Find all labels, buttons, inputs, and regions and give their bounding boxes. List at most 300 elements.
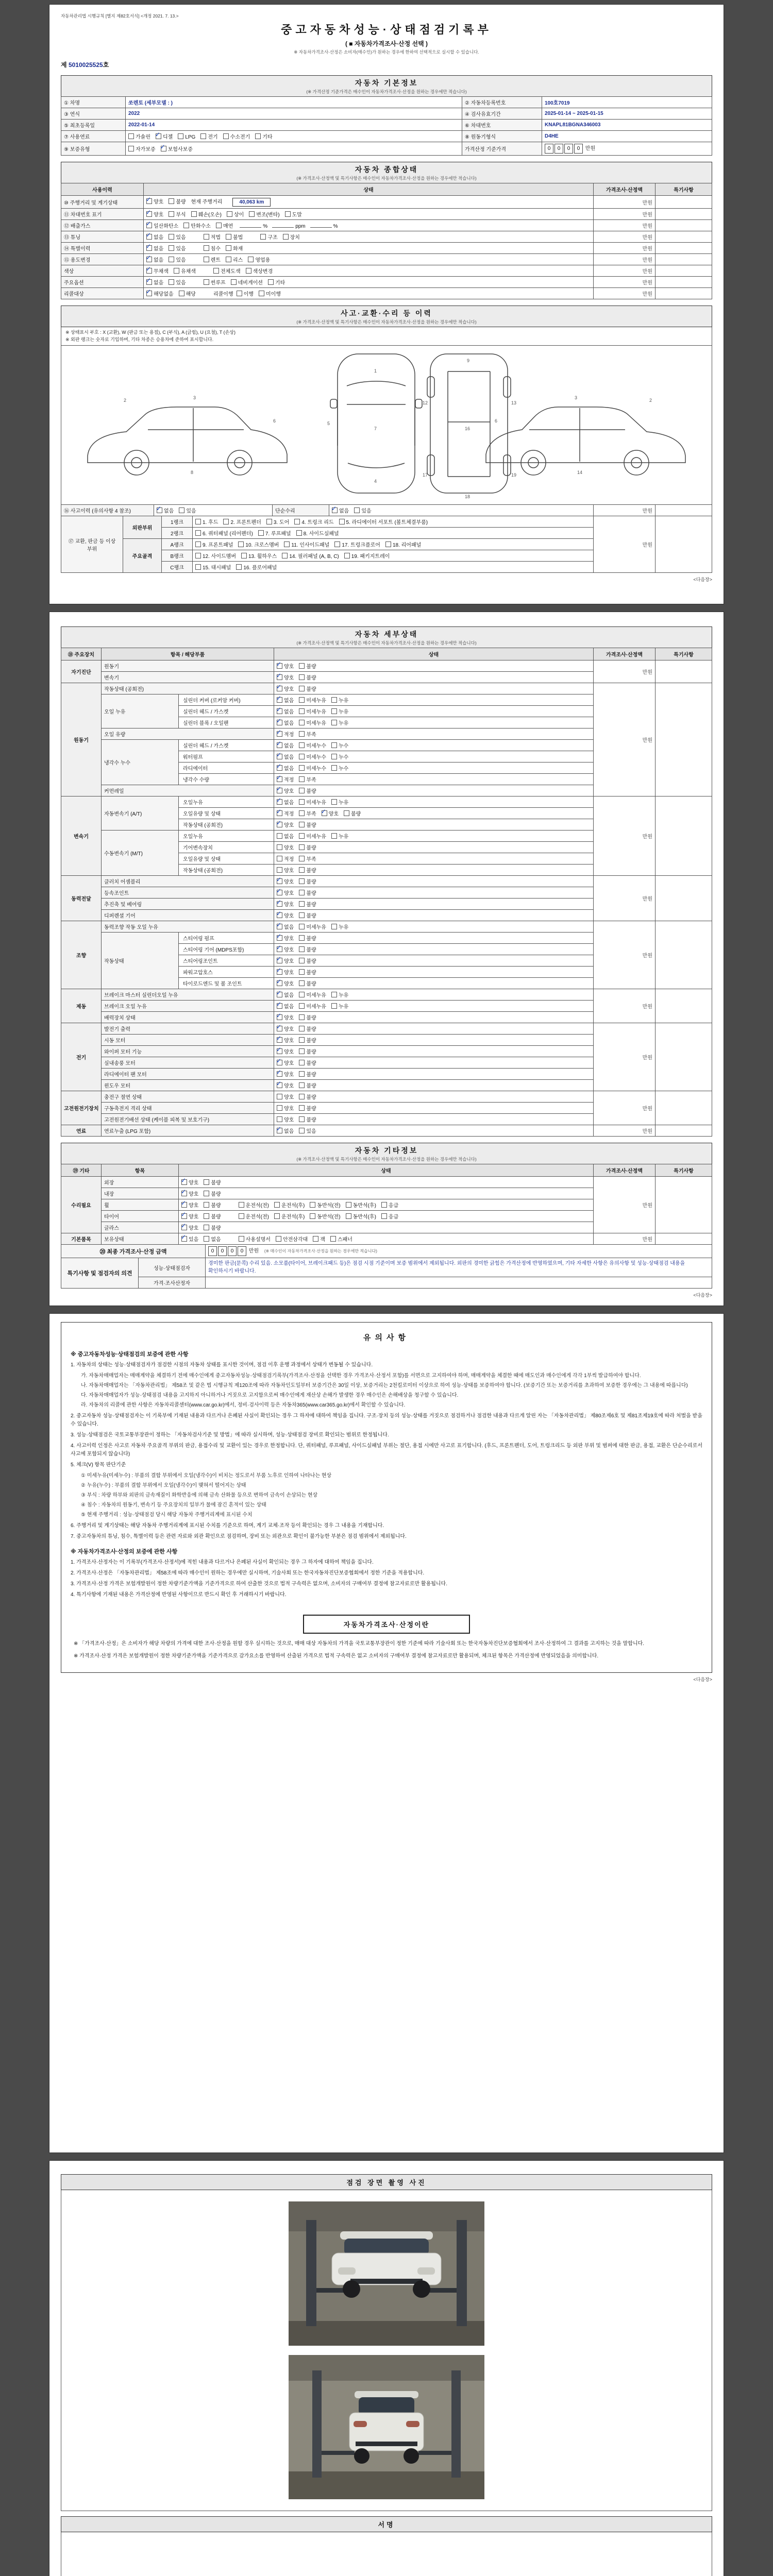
checkbox[interactable] — [179, 291, 184, 296]
checkbox[interactable] — [277, 1105, 282, 1111]
checkbox[interactable] — [299, 901, 305, 907]
subitem-label: 실린더 블록 / 오일팬 — [179, 717, 274, 728]
checkbox[interactable] — [381, 1202, 387, 1208]
photos-section-title: 점검 장면 촬영 사진 — [61, 2174, 712, 2190]
option — [299, 1059, 316, 1066]
svg-text:18: 18 — [465, 494, 470, 499]
checkbox[interactable] — [381, 1213, 387, 1219]
option — [204, 1235, 221, 1243]
checkbox[interactable] — [299, 663, 305, 669]
item-status — [274, 694, 594, 706]
checkbox[interactable] — [181, 1179, 187, 1185]
checkbox[interactable] — [146, 257, 152, 262]
option-label: 누유 — [338, 834, 349, 840]
checkbox[interactable] — [223, 133, 229, 139]
checkbox[interactable] — [346, 1202, 351, 1208]
option — [277, 843, 294, 851]
checkbox[interactable] — [331, 697, 337, 703]
option — [299, 934, 316, 942]
checkbox[interactable] — [330, 1236, 336, 1242]
checkbox[interactable] — [195, 564, 201, 570]
checkbox[interactable] — [277, 1116, 282, 1122]
checkbox[interactable] — [277, 1094, 282, 1099]
checkbox[interactable] — [299, 674, 305, 680]
checkbox[interactable] — [146, 211, 152, 217]
exchange-table — [61, 516, 712, 573]
checkbox[interactable] — [161, 146, 166, 151]
checkbox[interactable] — [299, 720, 305, 725]
checkbox[interactable] — [146, 268, 152, 274]
checkbox[interactable] — [181, 1213, 187, 1219]
checkbox[interactable] — [277, 992, 282, 997]
checkbox[interactable] — [299, 1128, 305, 1133]
document-number — [61, 60, 712, 69]
next-page-marker: <다음장> — [693, 1677, 712, 1682]
checkbox[interactable] — [169, 198, 174, 204]
part-option — [223, 518, 261, 526]
column-header: 특기사항 — [656, 648, 712, 660]
checkbox[interactable] — [277, 788, 282, 793]
checkbox[interactable] — [284, 541, 290, 547]
checkbox[interactable] — [277, 844, 282, 850]
checkbox[interactable] — [299, 810, 305, 816]
checkbox[interactable] — [277, 958, 282, 963]
doc-no-suffix: 호 — [103, 61, 109, 69]
option-label: 양호 — [284, 891, 294, 896]
option — [299, 923, 326, 930]
checkbox[interactable] — [204, 1213, 209, 1219]
checkbox[interactable] — [181, 1202, 187, 1208]
checkbox[interactable] — [299, 946, 305, 952]
checkbox[interactable] — [204, 1236, 209, 1242]
checkbox[interactable] — [331, 799, 337, 805]
checkbox[interactable] — [277, 731, 282, 737]
checkbox[interactable] — [174, 268, 179, 274]
checkbox[interactable] — [237, 291, 242, 296]
checkbox[interactable] — [248, 257, 254, 262]
checkbox[interactable] — [223, 519, 229, 524]
checkbox[interactable] — [169, 234, 174, 240]
option — [299, 809, 316, 817]
checkbox[interactable] — [181, 1191, 187, 1196]
checkbox[interactable] — [128, 146, 134, 151]
checkbox[interactable] — [299, 1094, 305, 1099]
checkbox[interactable] — [259, 291, 264, 296]
group-label: 자기진단 — [61, 660, 102, 683]
checkbox[interactable] — [299, 788, 305, 793]
checkbox[interactable] — [268, 279, 274, 285]
option — [299, 719, 326, 726]
checkbox[interactable] — [146, 198, 152, 204]
checkbox[interactable] — [255, 133, 261, 139]
part-label: 4. 트렁크 리드 — [301, 520, 334, 526]
checkbox[interactable] — [299, 844, 305, 850]
checkbox[interactable] — [299, 1082, 305, 1088]
simple-repair-label: 단순수리 — [273, 505, 329, 516]
checkbox[interactable] — [258, 530, 264, 536]
checkbox[interactable] — [277, 686, 282, 691]
checkbox[interactable] — [277, 742, 282, 748]
checkbox[interactable] — [322, 810, 327, 816]
checkbox[interactable] — [299, 912, 305, 918]
item-status — [179, 1177, 594, 1188]
appraisal-definition-title: 자동차가격조사·산정이란 — [303, 1615, 470, 1634]
option-label: 불량 — [306, 675, 316, 681]
checkbox[interactable] — [331, 754, 337, 759]
checkbox[interactable] — [299, 1105, 305, 1111]
group-label: 전기 — [61, 1023, 102, 1091]
option — [310, 1201, 340, 1209]
item-status — [274, 921, 594, 933]
option — [146, 278, 163, 286]
checkbox[interactable] — [285, 211, 291, 217]
checkbox[interactable] — [354, 507, 360, 513]
checkbox[interactable] — [299, 833, 305, 839]
checkbox[interactable] — [299, 799, 305, 805]
warranty-type-options — [126, 142, 462, 156]
checkbox[interactable] — [313, 1236, 318, 1242]
checkbox[interactable] — [277, 1060, 282, 1065]
checkbox[interactable] — [299, 992, 305, 997]
option-label: 양호 — [328, 811, 339, 817]
subitem-label: 작동상태 (공회전) — [179, 819, 274, 831]
checkbox[interactable] — [277, 1071, 282, 1077]
option — [277, 1115, 294, 1123]
checkbox[interactable] — [169, 211, 174, 217]
checkbox[interactable] — [299, 686, 305, 691]
checkbox[interactable] — [277, 663, 282, 669]
checkbox[interactable] — [277, 912, 282, 918]
car-diagram — [61, 346, 712, 505]
price-cell: 만원 — [594, 921, 656, 989]
checkbox[interactable] — [277, 980, 282, 986]
checkbox[interactable] — [331, 708, 337, 714]
checkbox[interactable] — [226, 245, 231, 251]
table-row — [61, 220, 712, 231]
checkbox[interactable] — [299, 708, 305, 714]
checkbox[interactable] — [331, 924, 337, 929]
checkbox[interactable] — [204, 234, 209, 240]
price-cell: 만원 — [594, 209, 656, 220]
checkbox[interactable] — [299, 935, 305, 941]
checkbox[interactable] — [204, 1225, 209, 1230]
checkbox[interactable] — [277, 1026, 282, 1031]
checkbox[interactable] — [204, 1191, 209, 1196]
option — [299, 866, 316, 874]
part-label: 9. 프론트패널 — [203, 543, 233, 548]
checkbox[interactable] — [310, 1213, 315, 1219]
checkbox[interactable] — [128, 133, 134, 139]
checkbox[interactable] — [204, 257, 209, 262]
table-row — [61, 209, 712, 220]
checkbox[interactable] — [299, 1014, 305, 1020]
option-label: 적정 — [284, 811, 294, 817]
checkbox[interactable] — [216, 223, 222, 228]
checkbox[interactable] — [277, 1128, 282, 1133]
checkbox[interactable] — [204, 1202, 209, 1208]
checkbox[interactable] — [213, 268, 219, 274]
subitem-label: 스티어링조인트 — [179, 955, 274, 967]
table-row — [61, 1258, 712, 1277]
checkbox[interactable] — [277, 765, 282, 771]
option — [277, 696, 294, 704]
option-label: 없음 — [154, 280, 164, 286]
subitem-label: 기어변속장치 — [179, 842, 274, 853]
checkbox[interactable] — [146, 279, 152, 285]
checkbox[interactable] — [277, 878, 282, 884]
checkbox[interactable] — [299, 969, 305, 975]
checkbox[interactable] — [156, 133, 161, 139]
checkbox[interactable] — [277, 1014, 282, 1020]
option-label: 누유 — [338, 1004, 349, 1010]
note-cell — [656, 277, 712, 288]
checkbox[interactable] — [296, 530, 302, 536]
table-row — [61, 108, 712, 120]
checkbox[interactable] — [283, 234, 289, 240]
appraisal-definition-line: ※ 가격조사·산정 가격은 보험개발원이 정한 차량기준가액을 기준가격으로 감가요소를 반영하여 산출된 가격으로 법적 구속력은 없고 소비자의 구매여부 결정에 참고자료로만 활용되며, 체크된 항목은 가격산정에 반영되었음을 의미합니다. — [74, 1653, 599, 1659]
checkbox[interactable] — [331, 833, 337, 839]
blank-field[interactable] — [272, 222, 294, 228]
svg-text:3: 3 — [193, 395, 196, 400]
checkbox[interactable] — [204, 1179, 209, 1185]
checkbox[interactable] — [331, 765, 337, 771]
option — [299, 1081, 316, 1089]
checkbox[interactable] — [277, 946, 282, 952]
checkbox[interactable] — [277, 1048, 282, 1054]
checkbox[interactable] — [169, 257, 174, 262]
checkbox[interactable] — [332, 507, 338, 513]
option-label: 보험사보증 — [167, 147, 193, 152]
item-status — [274, 989, 594, 1001]
checkbox[interactable] — [277, 924, 282, 929]
item-label: 자동변속기 (A/T) — [102, 796, 179, 831]
option-label: 미세누수 — [306, 743, 326, 749]
checkbox[interactable] — [331, 992, 337, 997]
checkbox[interactable] — [331, 1003, 337, 1009]
checkbox[interactable] — [227, 211, 232, 217]
item-label: 커먼레일 — [102, 785, 274, 796]
checkbox[interactable] — [385, 541, 391, 547]
checkbox[interactable] — [274, 1213, 280, 1219]
checkbox[interactable] — [299, 980, 305, 986]
option-label: 미이행 — [265, 292, 281, 297]
checkbox[interactable] — [299, 765, 305, 771]
note-cell — [656, 231, 712, 243]
text-label: % — [333, 224, 338, 229]
checkbox[interactable] — [146, 245, 152, 251]
checkbox[interactable] — [226, 234, 231, 240]
column-header: 특기사항 — [656, 183, 712, 196]
checkbox[interactable] — [344, 810, 349, 816]
checkbox[interactable] — [310, 1202, 315, 1208]
checkbox[interactable] — [339, 519, 345, 524]
checkbox[interactable] — [277, 833, 282, 839]
checkbox[interactable] — [299, 742, 305, 748]
checkbox[interactable] — [226, 257, 231, 262]
item-label: 디퍼렌셜 기어 — [102, 910, 274, 921]
checkbox[interactable] — [277, 935, 282, 941]
checkbox[interactable] — [277, 1082, 282, 1088]
checkbox[interactable] — [239, 1236, 244, 1242]
checkbox[interactable] — [299, 890, 305, 895]
checkbox[interactable] — [299, 697, 305, 703]
checkbox[interactable] — [169, 279, 174, 285]
checkbox[interactable] — [294, 519, 300, 524]
checkbox[interactable] — [260, 234, 266, 240]
basic-info-table — [61, 96, 712, 156]
option — [277, 957, 294, 964]
checkbox[interactable] — [277, 1037, 282, 1043]
checkbox[interactable] — [277, 901, 282, 907]
item-status — [274, 672, 594, 683]
fuel-type-options — [126, 131, 462, 142]
checkbox[interactable] — [204, 279, 209, 285]
checkbox[interactable] — [277, 822, 282, 827]
checkbox[interactable] — [195, 541, 201, 547]
checkbox[interactable] — [277, 799, 282, 805]
checkbox[interactable] — [179, 507, 184, 513]
checkbox[interactable] — [200, 133, 206, 139]
checkbox[interactable] — [178, 133, 183, 139]
checkbox[interactable] — [331, 720, 337, 725]
option-label: 썬루프 — [210, 280, 226, 286]
item-label: 주요옵션 — [61, 277, 144, 288]
option — [277, 979, 294, 987]
value-box: 40,063 km — [232, 198, 271, 207]
option — [277, 1025, 294, 1032]
checkbox[interactable] — [299, 776, 305, 782]
column-header: 상태 — [274, 648, 594, 660]
checkbox[interactable] — [334, 541, 340, 547]
subitem-label: 스티어링 기어 (MDPS포함) — [179, 944, 274, 955]
price-cell: 만원 — [594, 683, 656, 796]
checkbox[interactable] — [299, 924, 305, 929]
checkbox[interactable] — [191, 211, 197, 217]
checkbox[interactable] — [204, 245, 209, 251]
notice-line: ※ 중고자동차성능·상태점검의 보증에 관한 사항 — [71, 1351, 189, 1358]
checkbox[interactable] — [277, 856, 282, 861]
option — [331, 832, 348, 840]
checkbox[interactable] — [299, 1071, 305, 1077]
checkbox[interactable] — [231, 279, 237, 285]
checkbox[interactable] — [299, 867, 305, 873]
checkbox[interactable] — [277, 674, 282, 680]
price-cell: 만원 — [594, 516, 656, 573]
etc-section-bar — [61, 1143, 712, 1164]
checkbox[interactable] — [331, 742, 337, 748]
checkbox[interactable] — [274, 1202, 280, 1208]
checkbox[interactable] — [277, 708, 282, 714]
comprehensive-table — [61, 183, 712, 299]
option-label: 불량 — [306, 879, 316, 885]
notice-line: 7. 중고자동차의 튜닝, 침수, 특별이력 등은 관련 자료와 외관 확인으로 점검하며, 장비 또는 외관으로 확인이 불가능한 부분은 점검 범위에서 제외됩니다. — [71, 1534, 407, 1539]
text-label: 리콜이행 — [213, 292, 233, 297]
checkbox[interactable] — [238, 541, 244, 547]
checkbox[interactable] — [195, 530, 201, 536]
part-label: 12. 사이드멤버 — [203, 554, 236, 560]
option — [299, 1104, 316, 1112]
digit-box: 0 — [564, 144, 573, 154]
checkbox[interactable] — [195, 519, 201, 524]
checkbox[interactable] — [146, 223, 152, 228]
checkbox[interactable] — [277, 1003, 282, 1009]
checkbox[interactable] — [277, 890, 282, 895]
option — [277, 945, 294, 953]
checkbox[interactable] — [299, 731, 305, 737]
subitem-label: 실린더 헤드 / 가스켓 — [179, 740, 274, 751]
option — [277, 719, 294, 726]
option — [331, 764, 348, 772]
checkbox[interactable] — [239, 1213, 244, 1219]
checkbox[interactable] — [299, 878, 305, 884]
checkbox[interactable] — [157, 507, 162, 513]
blank-field[interactable] — [240, 222, 261, 228]
checkbox[interactable] — [195, 553, 201, 558]
option — [299, 685, 316, 692]
checkbox[interactable] — [299, 1003, 305, 1009]
checkbox[interactable] — [277, 776, 282, 782]
checkbox[interactable] — [266, 519, 272, 524]
option — [277, 753, 294, 760]
checkbox[interactable] — [299, 1026, 305, 1031]
checkbox[interactable] — [346, 1213, 351, 1219]
checkbox[interactable] — [241, 553, 247, 558]
option-label: 없음 — [284, 993, 294, 998]
item-status — [274, 967, 594, 978]
checkbox[interactable] — [299, 958, 305, 963]
checkbox[interactable] — [277, 810, 282, 816]
blank-field[interactable] — [310, 222, 332, 228]
part-option — [195, 563, 231, 571]
option — [331, 696, 348, 704]
checkbox[interactable] — [299, 1060, 305, 1065]
checkbox[interactable] — [299, 1037, 305, 1043]
checkbox[interactable] — [277, 969, 282, 975]
option-label: 누유 — [338, 721, 349, 726]
checkbox[interactable] — [277, 867, 282, 873]
checkbox[interactable] — [249, 211, 255, 217]
price-appraisal-note: ※ 자동차가격조사·산정은 소비자(매수인)가 원하는 경우에 한하여 선택적으로 실시할 수 있습니다. — [294, 49, 479, 55]
checkbox[interactable] — [299, 754, 305, 759]
checkbox[interactable] — [277, 754, 282, 759]
checkbox[interactable] — [282, 553, 288, 558]
checkbox[interactable] — [277, 720, 282, 725]
item-label: 원동기 — [102, 660, 274, 672]
checkbox[interactable] — [299, 822, 305, 827]
checkbox[interactable] — [299, 856, 305, 861]
option-label: 양호 — [284, 981, 294, 987]
option-label: 양호 — [284, 1117, 294, 1123]
item-status — [144, 209, 594, 220]
checkbox[interactable] — [146, 291, 152, 296]
checkbox[interactable] — [181, 1225, 187, 1230]
checkbox[interactable] — [169, 245, 174, 251]
checkbox[interactable] — [183, 223, 189, 228]
checkbox[interactable] — [299, 1116, 305, 1122]
checkbox[interactable] — [239, 1202, 244, 1208]
checkbox[interactable] — [236, 564, 242, 570]
option — [239, 1212, 269, 1220]
option-label: 침수 — [210, 246, 221, 252]
option — [299, 1047, 316, 1055]
checkbox[interactable] — [344, 553, 350, 558]
checkbox[interactable] — [146, 234, 152, 240]
checkbox[interactable] — [246, 268, 251, 274]
checkbox[interactable] — [276, 1236, 281, 1242]
checkbox[interactable] — [277, 697, 282, 703]
checkbox[interactable] — [299, 1048, 305, 1054]
checkbox[interactable] — [181, 1236, 187, 1242]
